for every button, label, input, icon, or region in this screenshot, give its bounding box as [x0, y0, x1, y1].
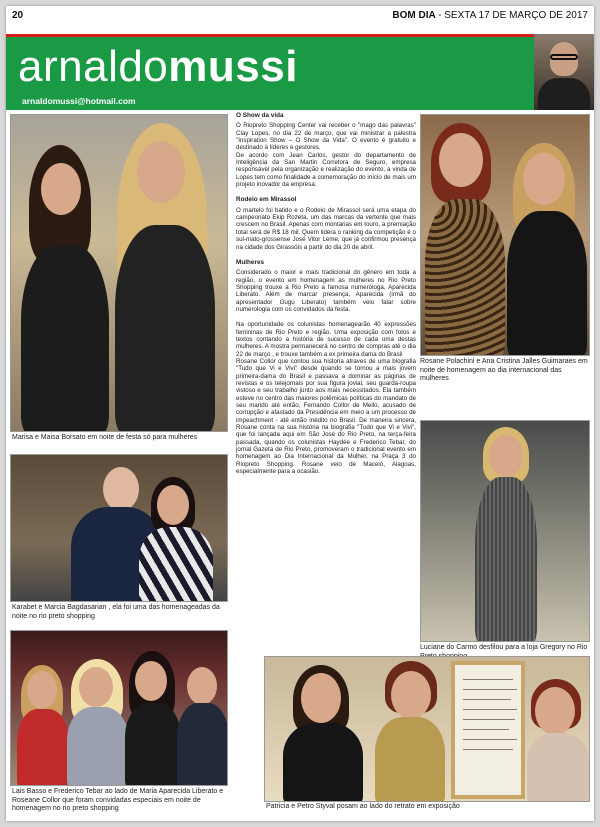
photo-patricia-petro [264, 656, 590, 802]
article-paragraph: O Riopreto Shopping Center vai receber o "mago das palavras" Clay Lopes, no dia 22 de março, que vai ministrar a palestra "Inspiration Show – O Show da Vida". O evento é gratuito e destinado à líderes e gestores. [236, 122, 416, 152]
caption-photo-5: Luciane do Carmo desfilou para a loja Gregory no Rio [420, 644, 588, 651]
caption-photo-1: Marisa e Maisa Borsato em noite de festa só para mulheres [12, 434, 198, 441]
article-paragraph: De acordo com Jean Carlos, gestor do departamento de Inteligência da San Martin Corretora de Seguro, empresa responsável pela organização e realização do evento, a vinda de Lopes tem como finalidade a comemoração do início de mais um projeto inovador da empresa. [236, 151, 416, 189]
article-paragraph: Considerado o maior e mais tradicional do gênero em toda a região, o evento em homenagem as mulheres no Rio Preto Shopping trouxe a Rio Preto a famosa numeróloga, Aparecida Liberato. Além de marcar presença, Aparecida (irmã do apresentador Gugu Liberato) também veio falar sobre numerologia com os convidados da festa. [236, 269, 416, 313]
article-title: Mulheres [236, 258, 265, 266]
columnist-name [18, 42, 298, 92]
edition-date: - SEXTA 17 DE MARÇO DE 2017 [438, 10, 588, 21]
article-title: Rodeio em Mirassol [236, 196, 297, 204]
caption-photo-3: Lais Basso e Frederico Tebar ao lado de Maria Aparecida Liberato e Roseane Collor que foram convidadas especiais em noite de homenagem no rio preto shopping [12, 788, 224, 812]
article-paragraph: O martelo foi batido e o Rodeio de Mirassol será uma etapa do campeonato Ekip Rozeta, um das marcas da vertente que mais crescem no Brasil. Apenas com montarias em touro, a premiação total será de R$ 18 mil. Quem lidera o ranking da competição é o sul-mato-grossense José Vitor Leme, que já confirmou presença na cidade dos Girassóis a partir do dia 20 de abril. [236, 206, 416, 251]
photo-luciane-do-carmo [420, 420, 590, 642]
columnist-photo [534, 34, 594, 110]
column-banner [6, 34, 594, 110]
banner-stripe [6, 34, 594, 37]
newspaper-dateline [392, 10, 588, 21]
photo-rosane-ana-cristina [420, 114, 590, 356]
photo-karabet-marcia [10, 454, 228, 602]
article-paragraph: Na oportunidade os colunistas homenagearão 40 expressões femininas de Rio Preto e região. Uma exposição com fotos e textos contando a história de sucesso de cada uma destas mulheres. A mostra permanecerá no centro de compras até o dia 22 de março , e trouxe também a ex primeira dama do Brasil [236, 321, 416, 358]
columnist-last-name: mussi [168, 42, 298, 91]
columnist-first-name: arnaldo [18, 42, 169, 91]
newspaper-page [6, 6, 594, 821]
newspaper-name: BOM DIA [392, 10, 436, 21]
caption-photo-6: Patricia e Petro Styval posam ao lado do retrato em exposição [266, 803, 460, 810]
photo-group-roseane-collor [10, 630, 228, 786]
caption-photo-2: Karabet e Marcia Bagdasarian , ela foi uma das homenageadas da noite no rio preto shopping [12, 604, 220, 620]
article-rodeio [236, 196, 416, 250]
page-header [6, 6, 594, 24]
column-articles [236, 112, 416, 483]
article-mulheres [236, 259, 416, 476]
page-number: 20 [12, 10, 24, 21]
photo-marisa-maisa [10, 114, 228, 432]
article-show-da-vida [236, 112, 416, 188]
caption-photo-4: Rosane Polachini e Ana Cristina Jalles Guimaraes em noite de homenagem ao dia internacional das mulheres [420, 358, 588, 382]
article-title: O Show da vida [236, 112, 284, 119]
article-paragraph: Rosane Collor que contou sua historia atraves de uma biografia "Tudo que Vi e Vivi" desde quando se tornou a mais jovem primeira-dama do Brasil e passava a dominar as páginas de revistas e os telejornais por sua figura jovial, seu guarda-roupa vistoso e seu trabalho junto aos mais necessitados. Ela também esteve no centro das maiores polêmicas políticas do mandato de seu marido até então, Fernando Collor de Mello, acusado de corrupção e afastado da Presidência em meio a um processo de impeachment - até então inédito no Brasil. De maneira sincera, Rosane conta na sua história na biografia "Tudo que Vi e Vivi", que foi lançada aqui em São José do Rio Preto, na terça-feira passada, quando os colunistas Haydée e Frederico Tebar, do jornal Gazeta de Rio Preto, promoveram o tradicional evento em homenagem ao Dia Internacional da Mulher, na Praça 3 do Riopreto Shopping. Rosane veio de Maceió, Alagoas, especialmente para a ocasião. [236, 357, 416, 476]
columnist-email: arnaldomussi@hotmail.com [22, 96, 136, 106]
